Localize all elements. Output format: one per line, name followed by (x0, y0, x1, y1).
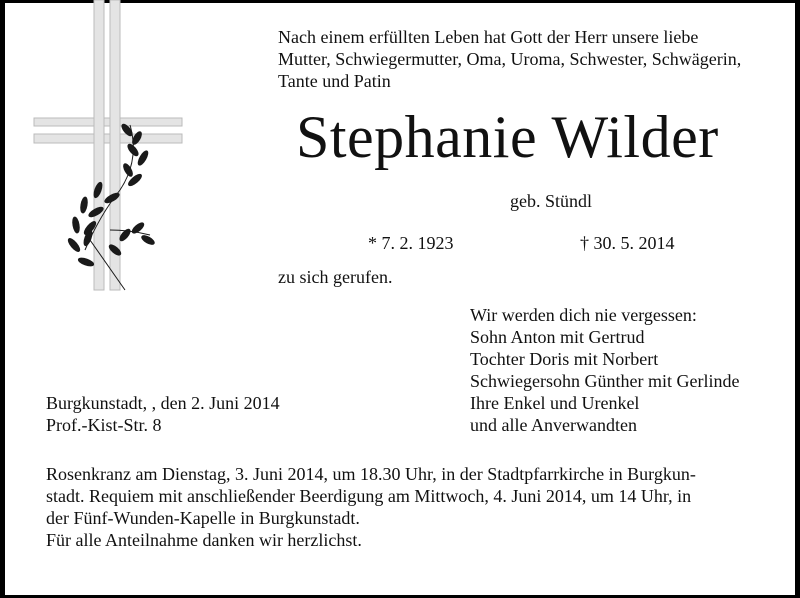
mourner-line: und alle Anverwandten (470, 415, 637, 435)
mourner-line: Tochter Doris mit Norbert (470, 349, 659, 369)
street: Prof.-Kist-Str. 8 (46, 415, 162, 435)
notice-line: Rosenkranz am Dienstag, 3. Juni 2014, um 18.30 Uhr, in der Stadtpfarrkirche in Burgkun- (46, 464, 696, 484)
notice-line: Für alle Anteilnahme danken wir herzlichst. (46, 530, 362, 550)
death-date: † 30. 5. 2014 (580, 233, 675, 253)
cross-with-laurel-icon (30, 0, 190, 295)
notice-line: stadt. Requiem mit anschließender Beerdigung am Mittwoch, 4. Juni 2014, um 14 Uhr, in (46, 486, 692, 506)
notice-line: der Fünf-Wunden-Kapelle in Burgkunstadt. (46, 508, 360, 528)
called-text: zu sich gerufen. (278, 267, 393, 287)
intro-line: Mutter, Schwiegermutter, Oma, Uroma, Schwester, Schwägerin, (278, 49, 742, 69)
intro-line: Nach einem erfüllten Leben hat Gott der Herr unsere liebe (278, 27, 699, 47)
birth-date: * 7. 2. 1923 (368, 233, 454, 253)
birth-name: geb. Stündl (510, 191, 593, 211)
deceased-name: Stephanie Wilder (296, 104, 719, 170)
mourner-line: Ihre Enkel und Urenkel (470, 393, 640, 413)
mourner-line: Sohn Anton mit Gertrud (470, 327, 645, 347)
place-date: Burgkunstadt, , den 2. Juni 2014 (46, 393, 280, 413)
mourner-line: Schwiegersohn Günther mit Gerlinde (470, 371, 740, 391)
mourner-line: Wir werden dich nie vergessen: (470, 305, 697, 325)
intro-line: Tante und Patin (278, 71, 391, 91)
